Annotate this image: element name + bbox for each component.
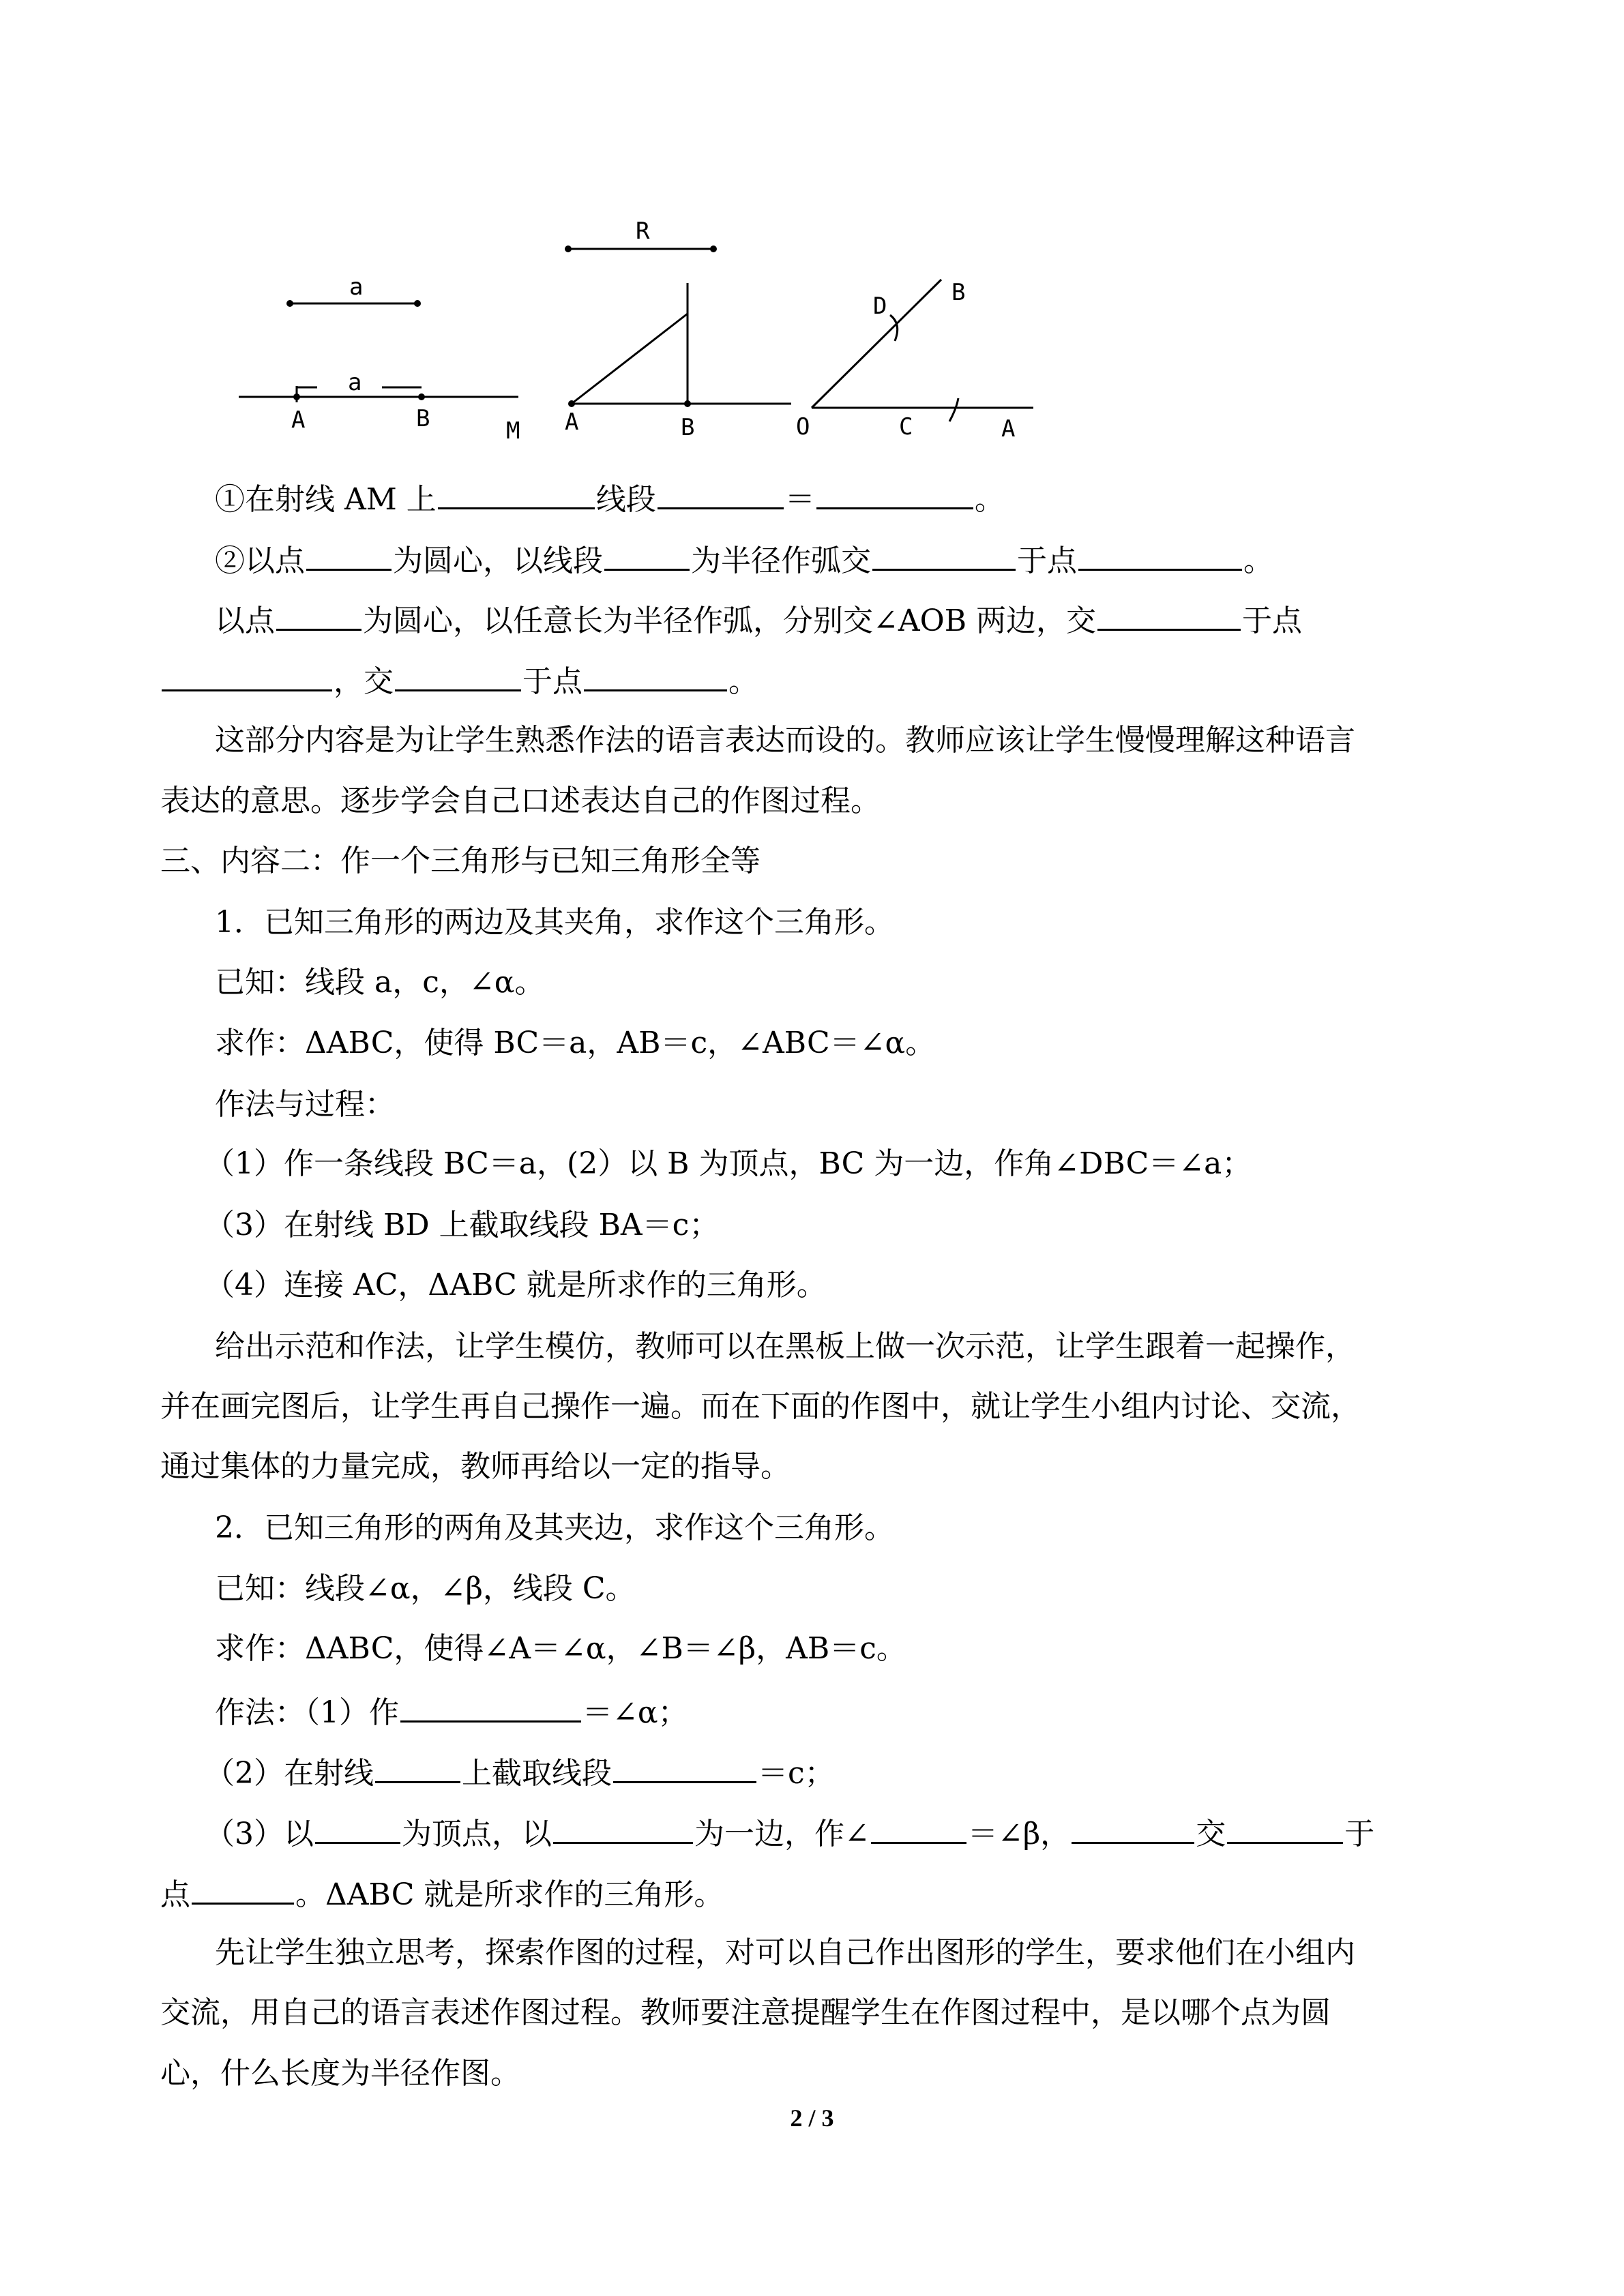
problem-2-step-3: （3）以 为顶点，以 为一边，作∠ ＝∠β， 交 于 bbox=[205, 1810, 1514, 1855]
blank[interactable] bbox=[872, 537, 1016, 571]
blank[interactable] bbox=[816, 476, 973, 509]
paragraph-line: 并在画完图后，让学生再自己操作一遍。而在下面的作图中，就让学生小组内讨论、交流， bbox=[160, 1389, 1361, 1424]
problem-1-title: 1．已知三角形的两边及其夹角，求作这个三角形。 bbox=[215, 905, 894, 940]
fig1-point-m: M bbox=[506, 417, 520, 445]
blank[interactable] bbox=[162, 658, 332, 691]
blank[interactable] bbox=[400, 1689, 581, 1723]
fig2-dot bbox=[568, 400, 575, 407]
section-heading: 三、内容二：作一个三角形与已知三角形全等 bbox=[160, 844, 761, 878]
paragraph-line: 先让学生独立思考，探索作图的过程，对可以自己作出图形的学生，要求他们在小组内 bbox=[215, 1935, 1355, 1970]
fig2-dot bbox=[684, 400, 691, 407]
fig3-point-c: C bbox=[899, 413, 913, 441]
fig3-point-d: D bbox=[873, 293, 887, 320]
paragraph-line: 心，什么长度为半径作图。 bbox=[160, 2056, 520, 2091]
blank[interactable] bbox=[871, 1810, 966, 1844]
paragraph-line: 交流，用自己的语言表述作图过程。教师要注意提醒学生在作图过程中，是以哪个点为圆 bbox=[160, 1995, 1331, 2030]
fig3-point-o: O bbox=[796, 413, 810, 441]
blank[interactable] bbox=[315, 1810, 400, 1844]
paragraph-line: 这部分内容是为让学生熟悉作法的语言表达而设的。教师应该让学生慢慢理解这种语言 bbox=[215, 723, 1355, 758]
fig2-dot bbox=[710, 245, 717, 252]
blank[interactable] bbox=[658, 476, 784, 509]
fig1-dot bbox=[286, 300, 293, 307]
blank[interactable] bbox=[1097, 597, 1241, 631]
blank[interactable] bbox=[192, 1871, 294, 1905]
problem-2-step-1: 作法：（1）作 ＝∠α； bbox=[215, 1689, 1524, 1733]
fig2-label-r: R bbox=[636, 218, 650, 245]
blank[interactable] bbox=[1072, 1810, 1194, 1844]
fig1-label-a: a bbox=[349, 273, 364, 301]
fig2-diagonal bbox=[572, 314, 688, 404]
problem-1-step: （4）连接 AC，ΔABC 就是所求作的三角形。 bbox=[205, 1268, 827, 1302]
problem-2-given: 已知：线段∠α，∠β，线段 C。 bbox=[215, 1571, 636, 1606]
step-1-line: ①在射线 AM 上 线段 ＝ 。 bbox=[215, 476, 1524, 520]
blank[interactable] bbox=[553, 1810, 693, 1844]
figure-2 bbox=[568, 249, 791, 404]
blank[interactable] bbox=[613, 1750, 756, 1783]
fig1-dot bbox=[293, 393, 300, 400]
problem-1-given: 已知：线段 a，c，∠α。 bbox=[215, 965, 545, 1000]
problem-2-required: 求作：ΔABC，使得∠A＝∠α，∠B＝∠β，AB＝c。 bbox=[215, 1631, 906, 1666]
problem-2-step-2: （2）在射线 上截取线段 ＝c； bbox=[205, 1750, 1514, 1794]
blank[interactable] bbox=[306, 537, 392, 571]
figure-1 bbox=[239, 303, 518, 402]
page-number: 2 / 3 bbox=[790, 2104, 834, 2132]
blank[interactable] bbox=[584, 658, 727, 691]
fig1-dot bbox=[418, 393, 425, 400]
fig1-label-inner-a: a bbox=[348, 369, 362, 396]
blank[interactable] bbox=[1078, 537, 1242, 571]
blank[interactable] bbox=[604, 537, 690, 571]
problem-1-step: （3）在射线 BD 上截取线段 BA＝c； bbox=[205, 1208, 720, 1242]
fig2-point-b: B bbox=[681, 414, 695, 441]
problem-1-step: （1）作一条线段 BC＝a，(2）以 B 为顶点，BC 为一边，作角∠DBC＝∠a； bbox=[205, 1146, 1252, 1181]
construction-figures bbox=[232, 205, 1050, 464]
fig1-point-a: A bbox=[291, 406, 306, 434]
figure-3 bbox=[812, 280, 1033, 421]
blank[interactable] bbox=[375, 1750, 460, 1783]
problem-2-step-3-continued: 点 。ΔABC 就是所求作的三角形。 bbox=[160, 1871, 1470, 1915]
step-2-line: ②以点 为圆心，以线段 为半径作弧交 于点 。 bbox=[215, 537, 1524, 582]
blank[interactable] bbox=[1227, 1810, 1343, 1844]
figures-svg bbox=[232, 205, 1050, 464]
problem-1-method-title: 作法与过程： bbox=[215, 1087, 395, 1122]
fig3-point-b: B bbox=[951, 279, 966, 306]
fig2-dot bbox=[565, 245, 572, 252]
fig3-arc-c bbox=[949, 398, 958, 421]
problem-1-required: 求作：ΔABC，使得 BC＝a，AB＝c，∠ABC＝∠α。 bbox=[215, 1026, 936, 1060]
step-3-line: 以点 为圆心，以任意长为半径作弧，分别交∠AOB 两边，交 于点 bbox=[215, 597, 1524, 642]
blank[interactable] bbox=[276, 597, 361, 631]
blank[interactable] bbox=[395, 658, 521, 691]
fig1-point-b: B bbox=[416, 405, 430, 432]
paragraph-line: 通过集体的力量完成，教师再给以一定的指导。 bbox=[160, 1449, 791, 1484]
paragraph-line: 给出示范和作法，让学生模仿，教师可以在黑板上做一次示范，让学生跟着一起操作， bbox=[215, 1329, 1355, 1364]
paragraph-line: 表达的意思。逐步学会自己口述表达自己的作图过程。 bbox=[160, 784, 881, 818]
step-3-continued-line: ，交 于点 。 bbox=[160, 658, 1470, 702]
blank[interactable] bbox=[438, 476, 595, 509]
problem-2-title: 2．已知三角形的两角及其夹边，求作这个三角形。 bbox=[215, 1510, 894, 1545]
fig3-point-a: A bbox=[1001, 415, 1016, 443]
fig1-dot bbox=[414, 300, 421, 307]
fig2-point-a: A bbox=[565, 408, 579, 436]
